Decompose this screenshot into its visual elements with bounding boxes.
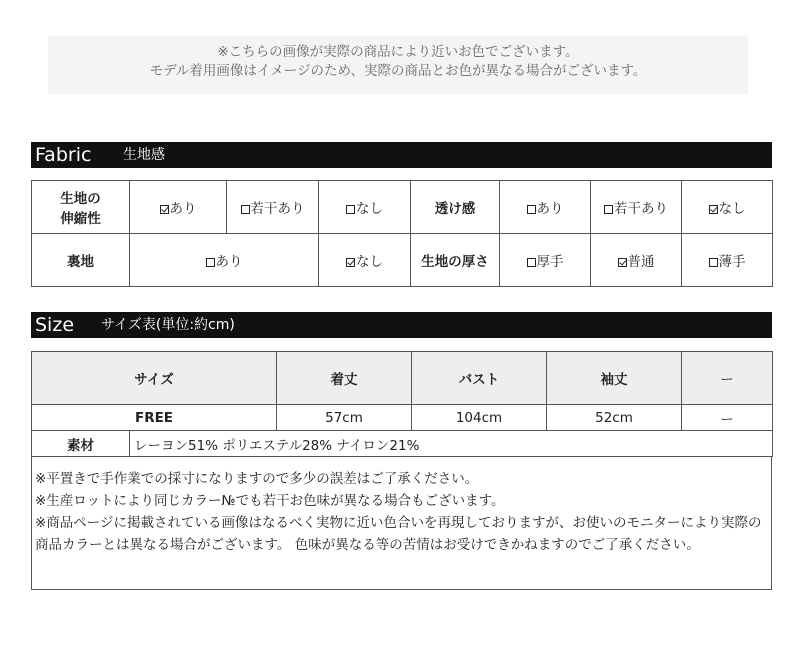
thickness-label: 生地の厚さ xyxy=(411,234,500,287)
sheer-label: 透け感 xyxy=(411,181,500,234)
lining-label: 裏地 xyxy=(32,234,130,287)
checkbox-icon xyxy=(346,205,355,214)
checkbox-icon xyxy=(241,205,250,214)
lining-option-nashi: なし xyxy=(319,234,411,287)
size-table xyxy=(31,351,773,457)
table-row xyxy=(32,405,773,431)
sheer-option-ari: あり xyxy=(500,181,591,234)
checkbox-icon xyxy=(604,205,613,214)
fabric-row-1 xyxy=(32,181,773,234)
stretch-option-ari: あり xyxy=(130,181,227,234)
size-title-en: Size xyxy=(35,314,75,336)
size-value-sleeve: 52cm xyxy=(547,405,682,431)
thickness-option-thin: 薄手 xyxy=(682,234,773,287)
size-value-blank: ー xyxy=(682,405,773,431)
size-header-sleeve: 袖丈 xyxy=(547,352,682,405)
notice-line-2: モデル着用画像はイメージのため、実際の商品とお色が異なる場合がございます。 xyxy=(149,63,647,79)
checkbox-checked-icon xyxy=(618,258,627,267)
size-section-header xyxy=(31,312,772,338)
fabric-title-en: Fabric xyxy=(35,144,92,166)
checkbox-checked-icon xyxy=(160,205,169,214)
note-monitor-color: ※商品ページに掲載されている画像はなるべく実物に近い色合いを再現しておりますが、お使いのモニターにより実際の商品カラーとは異なる場合がございます。 色味が異なる等の苦情はお受けできかねますのでご了承ください。 xyxy=(35,515,762,553)
fabric-section-header xyxy=(31,142,772,168)
size-value-length: 57cm xyxy=(277,405,412,431)
sheer-option-jakkan: 若干あり xyxy=(591,181,682,234)
lining-option-ari: あり xyxy=(130,234,319,287)
size-value-free: FREE xyxy=(32,405,277,431)
fabric-table xyxy=(31,180,773,287)
size-header-size: サイズ xyxy=(32,352,277,405)
stretch-option-nashi: なし xyxy=(319,181,411,234)
notes-box xyxy=(31,456,772,590)
thickness-option-normal: 普通 xyxy=(591,234,682,287)
stretch-option-jakkan: 若干あり xyxy=(227,181,319,234)
material-label: 素材 xyxy=(32,431,130,457)
fabric-row-2 xyxy=(32,234,773,287)
checkbox-icon xyxy=(527,205,536,214)
fabric-title-jp: 生地感 xyxy=(123,147,165,163)
sheer-option-nashi: なし xyxy=(682,181,773,234)
checkbox-checked-icon xyxy=(709,205,718,214)
size-title-jp: サイズ表(単位:約cm) xyxy=(101,317,235,333)
size-header-length: 着丈 xyxy=(277,352,412,405)
note-lot-color: ※生産ロットにより同じカラー№でも若干お色味が異なる場合もございます。 xyxy=(35,493,505,509)
stretch-label: 生地の 伸縮性 xyxy=(32,181,130,234)
notice-line-1: ※こちらの画像が実際の商品により近いお色でございます。 xyxy=(217,44,579,60)
color-notice xyxy=(48,36,748,94)
checkbox-icon xyxy=(709,258,718,267)
material-row xyxy=(32,431,773,457)
checkbox-checked-icon xyxy=(346,258,355,267)
checkbox-icon xyxy=(206,258,215,267)
size-header-row xyxy=(32,352,773,405)
size-header-blank: ー xyxy=(682,352,773,405)
checkbox-icon xyxy=(527,258,536,267)
thickness-option-thick: 厚手 xyxy=(500,234,591,287)
note-measurement: ※平置きで手作業での採寸になりますので多少の誤差はご了承ください。 xyxy=(35,471,479,487)
size-value-bust: 104cm xyxy=(412,405,547,431)
material-value: レーヨン51% ポリエステル28% ナイロン21% xyxy=(130,431,773,457)
size-header-bust: バスト xyxy=(412,352,547,405)
